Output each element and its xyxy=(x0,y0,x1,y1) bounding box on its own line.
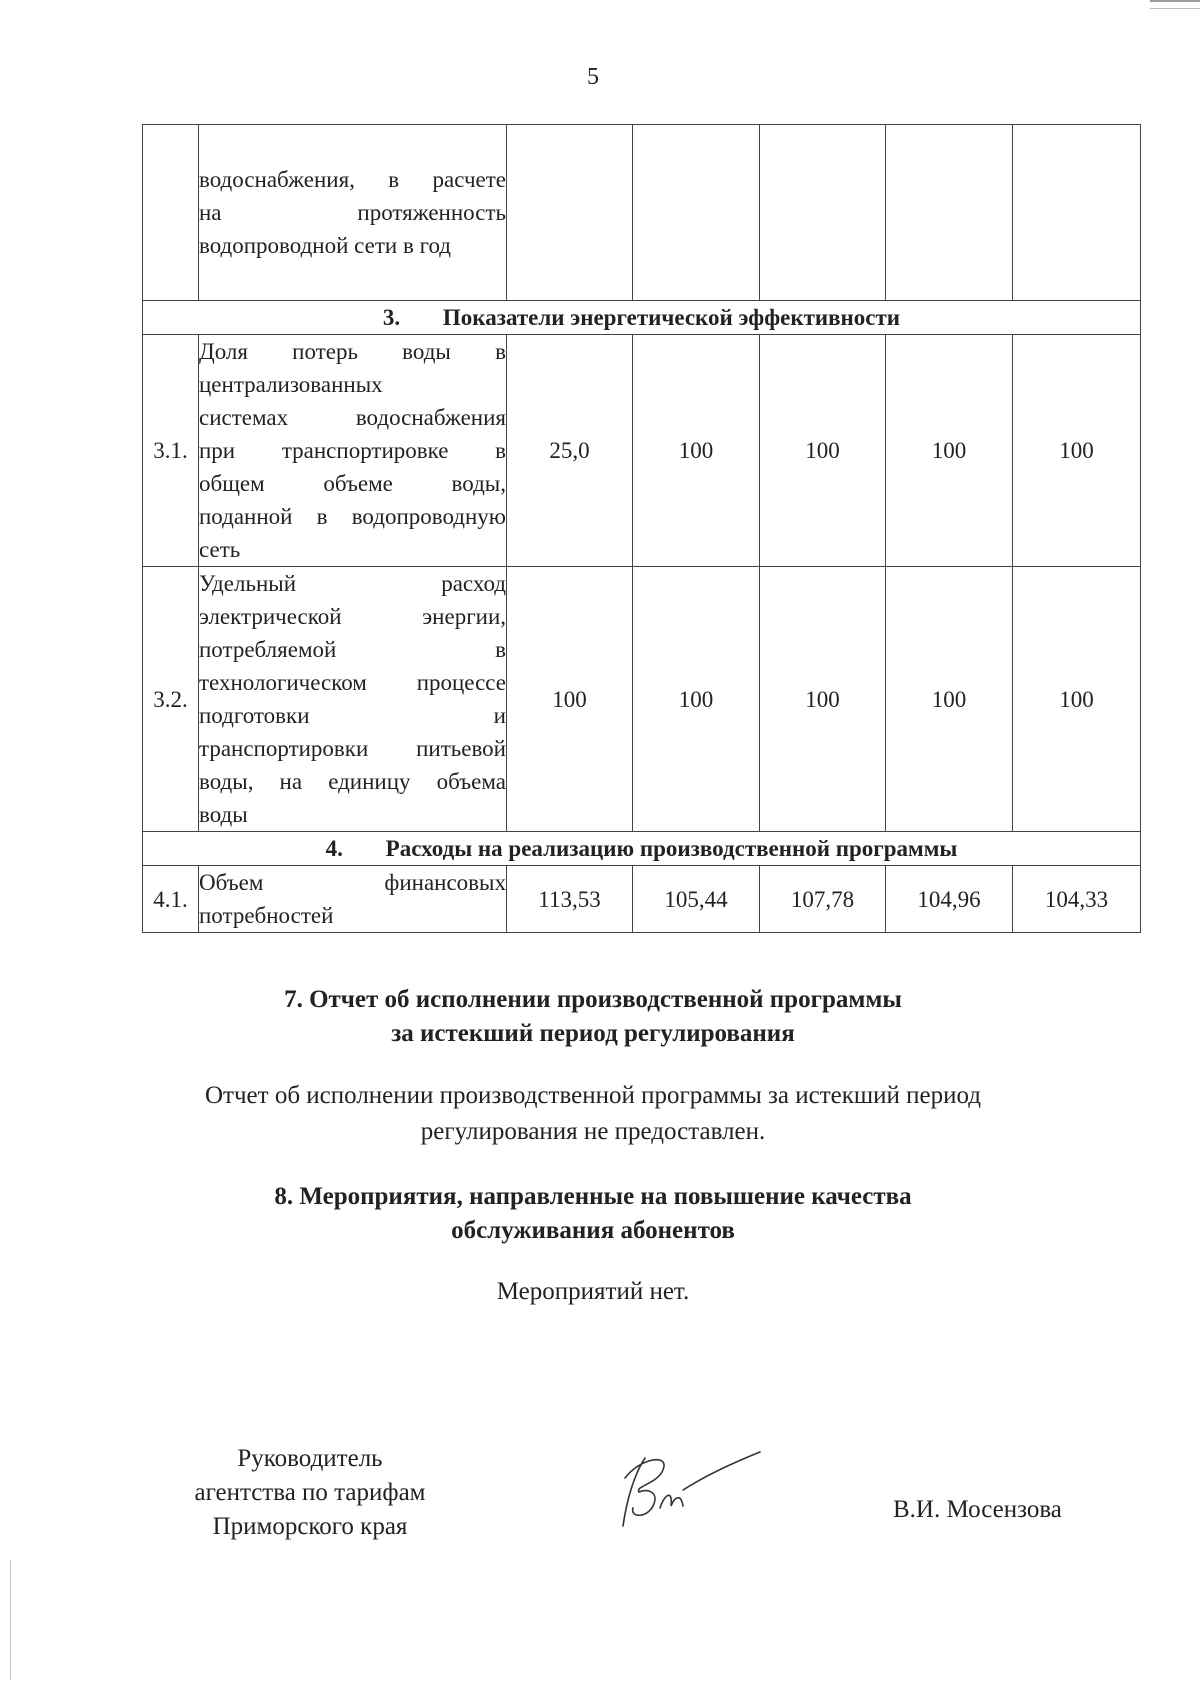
value-cell: 100 xyxy=(1013,567,1141,832)
value-cell: 100 xyxy=(760,335,886,567)
description-line: общем объеме воды, xyxy=(199,471,506,496)
description-line: Объем финансовых xyxy=(199,870,506,895)
value-cell xyxy=(507,125,633,301)
description-line: Удельный расход xyxy=(199,571,506,596)
row-number xyxy=(143,125,199,301)
paragraph-line: регулирования не предоставлен. xyxy=(420,1118,766,1145)
row-number: 4.1. xyxy=(143,866,199,933)
section-title: Расходы на реализацию производственной программы xyxy=(385,836,958,861)
signatory-title-line: агентства по тарифам xyxy=(194,1479,426,1506)
description-line: транспортировки питьевой xyxy=(199,736,506,761)
section-8-heading xyxy=(0,1180,1186,1248)
section-header xyxy=(143,301,1141,335)
value-cell: 100 xyxy=(760,567,886,832)
description-line: подготовки и xyxy=(199,703,506,728)
value-cell: 100 xyxy=(886,335,1013,567)
value-cell xyxy=(760,125,886,301)
description-line: потребляемой в xyxy=(199,637,506,662)
description-line: технологическом процессе xyxy=(199,670,506,695)
scan-edge-mark xyxy=(1150,0,1200,2)
table-row xyxy=(143,125,1141,301)
description-line: водопроводной сети в год xyxy=(199,233,451,258)
scan-edge-mark xyxy=(10,1560,11,1680)
heading-line: 7. Отчет об исполнении производственной программы xyxy=(284,986,902,1013)
section-8-text: Мероприятий нет. xyxy=(496,1278,690,1305)
description-line: электрической энергии, xyxy=(199,604,506,629)
indicator-description xyxy=(199,567,507,832)
description-line: воды xyxy=(199,802,248,827)
value-cell: 105,44 xyxy=(633,866,760,933)
indicator-description xyxy=(199,125,507,301)
section-title: Показатели энергетической эффективности xyxy=(442,305,901,330)
section-7-heading xyxy=(0,983,1186,1051)
value-cell: 104,96 xyxy=(886,866,1013,933)
section-number: 4. xyxy=(325,836,343,861)
signatory-name: В.И. Мосензова xyxy=(893,1496,1062,1523)
description-line: поданной в водопроводную xyxy=(199,504,506,529)
section-number: 3. xyxy=(382,305,401,330)
indicator-description xyxy=(199,866,507,933)
table-row xyxy=(143,335,1141,567)
indicators-table xyxy=(142,124,1141,933)
signatory-title-line: Приморского края xyxy=(212,1513,408,1540)
value-cell xyxy=(886,125,1013,301)
value-cell: 104,33 xyxy=(1013,866,1141,933)
signatory-title-line: Руководитель xyxy=(237,1445,383,1472)
description-line: воды, на единицу объема xyxy=(199,769,506,794)
section-row xyxy=(143,832,1141,866)
description-line: централизованных xyxy=(199,372,383,397)
value-cell xyxy=(633,125,760,301)
row-number: 3.2. xyxy=(143,567,199,832)
value-cell: 100 xyxy=(886,567,1013,832)
description-line: при транспортировке в xyxy=(199,438,506,463)
page-number: 5 xyxy=(587,64,599,90)
value-cell: 100 xyxy=(633,567,760,832)
heading-line: за истекший период регулирования xyxy=(391,1020,795,1047)
value-cell: 113,53 xyxy=(507,866,633,933)
signatory-title xyxy=(165,1442,455,1544)
description-line: водоснабжения, в расчете xyxy=(199,167,506,192)
value-cell: 100 xyxy=(1013,335,1141,567)
handwritten-signature xyxy=(605,1448,765,1538)
row-number: 3.1. xyxy=(143,335,199,567)
scan-edge-mark xyxy=(1150,8,1200,9)
value-cell xyxy=(1013,125,1141,301)
indicator-description xyxy=(199,335,507,567)
section-header xyxy=(143,832,1141,866)
description-line: на протяженность xyxy=(199,200,506,225)
table-row xyxy=(143,567,1141,832)
description-line: Доля потерь воды в xyxy=(199,339,506,364)
description-line: сеть xyxy=(199,537,241,562)
section-row xyxy=(143,301,1141,335)
value-cell: 100 xyxy=(633,335,760,567)
description-line: системах водоснабжения xyxy=(199,405,506,430)
value-cell: 100 xyxy=(507,567,633,832)
section-7-text xyxy=(0,1078,1186,1150)
description-line: потребностей xyxy=(199,903,334,928)
value-cell: 107,78 xyxy=(760,866,886,933)
heading-line: обслуживания абонентов xyxy=(451,1217,735,1244)
value-cell: 25,0 xyxy=(507,335,633,567)
heading-line: 8. Мероприятия, направленные на повышение качества xyxy=(274,1183,912,1210)
table-row xyxy=(143,866,1141,933)
paragraph-line: Отчет об исполнении производственной программы за истекший период xyxy=(205,1082,981,1109)
